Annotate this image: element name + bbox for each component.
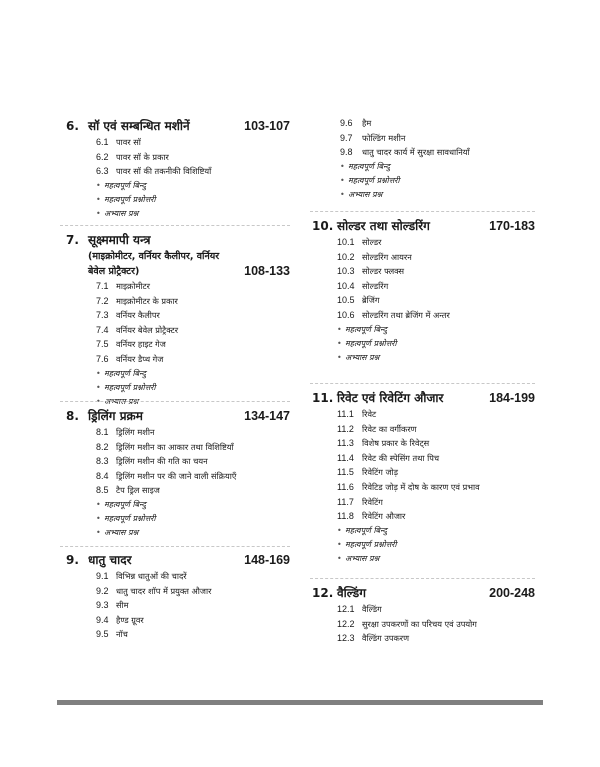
chapter-number: 9.	[66, 553, 79, 567]
chapter-number: 7.	[66, 233, 79, 247]
item-number: 8.3	[96, 456, 109, 467]
item-number: 6.1	[96, 137, 109, 147]
item-number: 8.2	[96, 441, 109, 452]
item-text: ड्रिलिंग मशीन का आकार तथा विशिष्टियाँ	[116, 441, 234, 452]
toc-item[interactable]	[60, 569, 290, 584]
bullet-dot-icon: •	[337, 525, 342, 535]
toc-item[interactable]	[60, 337, 290, 352]
toc-item[interactable]	[60, 627, 290, 642]
dashed-separator	[310, 211, 535, 212]
bullet-text: महत्वपूर्ण बिन्दु	[104, 180, 146, 190]
chapter-subtitle: (माइक्रोमीटर, वर्नियर कैलीपर, वर्नियर	[88, 251, 220, 262]
item-number: 9.5	[96, 629, 109, 640]
item-number: 11.3	[337, 438, 354, 449]
bullet-dot-icon: •	[96, 513, 101, 523]
chapter-heading[interactable]	[60, 232, 290, 249]
bullet-important-qa[interactable]	[310, 538, 535, 552]
item-text: ड्रिलिंग मशीन की गति का चयन	[116, 456, 208, 467]
toc-chapter-12	[310, 585, 535, 646]
item-text: सुरक्षा उपकरणों का परिचय एवं उपयोग	[362, 618, 477, 629]
item-text: ड्रिलिंग मशीन	[116, 427, 155, 437]
toc-item[interactable]	[60, 440, 290, 455]
bullet-dot-icon: •	[96, 396, 101, 406]
chapter-pages: 134-147	[244, 409, 290, 423]
item-number: 10.6	[337, 309, 355, 320]
item-number: 9.1	[96, 571, 109, 581]
chapter-pages: 184-199	[489, 391, 535, 405]
bullet-text: महत्वपूर्ण बिन्दु	[104, 499, 146, 509]
bullet-important-points[interactable]	[310, 524, 535, 538]
bullet-dot-icon: •	[96, 180, 101, 190]
chapter-title: वैल्डिंग	[337, 586, 366, 600]
item-number: 10.4	[337, 280, 355, 291]
chapter-number: 10.	[312, 219, 334, 233]
toc-item[interactable]	[310, 407, 535, 422]
toc-item[interactable]	[310, 308, 535, 323]
item-number: 8.1	[96, 427, 109, 437]
chapter-subtitle-row	[60, 264, 290, 279]
chapter-title: सॉ एवं सम्बन्धित मशीनें	[88, 119, 190, 133]
item-number: 9.4	[96, 614, 109, 625]
toc-chapter-9	[60, 552, 290, 642]
chapter-subtitle: बेवेल प्रोट्रैक्टर)	[88, 266, 140, 277]
chapter-pages: 148-169	[244, 553, 290, 567]
bullet-practice[interactable]	[310, 188, 535, 202]
toc-item[interactable]	[310, 235, 535, 250]
bullet-text: महत्वपूर्ण प्रश्नोत्तरी	[345, 539, 397, 549]
toc-item[interactable]	[310, 617, 535, 632]
toc-item[interactable]	[60, 483, 290, 498]
item-number: 7.5	[96, 339, 109, 350]
bullet-text: महत्वपूर्ण बिन्दु	[345, 525, 387, 535]
bullet-important-points[interactable]	[60, 367, 290, 381]
item-text: ड्रिलिंग मशीन पर की जाने वाली संक्रियाएँ	[116, 470, 237, 481]
toc-chapter-6	[60, 118, 290, 221]
item-number: 6.2	[96, 151, 109, 162]
bullet-important-points[interactable]	[60, 179, 290, 193]
chapter-number: 6.	[66, 119, 79, 133]
toc-chapter-7	[60, 232, 290, 409]
item-text: हैण्ड ग्रूवर	[116, 614, 144, 625]
toc-item[interactable]	[60, 352, 290, 367]
bullet-text: महत्वपूर्ण बिन्दु	[348, 161, 390, 171]
toc-item[interactable]	[60, 613, 290, 628]
item-text: वर्नियर डैप्थ गेज	[116, 353, 164, 364]
item-number: 7.6	[96, 353, 109, 364]
chapter-number: 11.	[312, 391, 334, 405]
item-text: माइक्रोमीटर	[116, 281, 150, 291]
toc-item[interactable]	[310, 495, 535, 510]
item-text: वैल्डिंग	[362, 604, 382, 614]
item-text: वर्नियर हाइट गेज	[116, 339, 166, 350]
chapter-pages: 108-133	[244, 264, 290, 278]
toc-item[interactable]	[60, 584, 290, 599]
item-text: पावर सॉ के प्रकार	[116, 151, 169, 162]
dashed-separator	[60, 225, 290, 226]
item-text: सोल्डर	[362, 237, 382, 247]
item-number: 9.6	[340, 118, 353, 128]
toc-item[interactable]	[310, 279, 535, 294]
item-text: रिवेटिंग औजार	[362, 511, 406, 522]
item-text: ब्रेजिंग	[362, 295, 380, 306]
chapter-title: सोल्डर तथा सोल्डरिंग	[337, 219, 430, 233]
bullet-dot-icon: •	[340, 161, 345, 171]
item-number: 8.5	[96, 485, 109, 496]
bullet-important-qa[interactable]	[310, 337, 535, 351]
toc-chapter-9-continued	[310, 116, 535, 202]
item-text: रिवेट का वर्गीकरण	[362, 423, 417, 434]
toc-item[interactable]	[310, 451, 535, 466]
toc-item[interactable]	[60, 454, 290, 469]
item-number: 9.8	[340, 147, 353, 158]
bullet-text: अभ्यास प्रश्न	[345, 352, 380, 362]
bullet-practice[interactable]	[60, 526, 290, 540]
chapter-heading[interactable]	[60, 408, 290, 425]
bullet-dot-icon: •	[340, 175, 345, 185]
footer-rule	[57, 700, 543, 705]
chapter-heading[interactable]	[60, 118, 290, 135]
item-text: पावर सॉ	[116, 137, 141, 147]
item-text: रिवेट की स्पेसिंग तथा पिच	[362, 452, 440, 463]
bullet-text: महत्वपूर्ण प्रश्नोत्तरी	[104, 382, 156, 392]
toc-item[interactable]	[310, 509, 535, 524]
chapter-title: धातु चादर	[88, 553, 132, 567]
dashed-separator	[60, 546, 290, 547]
item-text: रिवेट	[362, 409, 377, 419]
bullet-text: महत्वपूर्ण प्रश्नोत्तरी	[104, 194, 156, 204]
item-number: 11.1	[337, 409, 354, 419]
chapter-number: 8.	[66, 409, 79, 423]
toc-item[interactable]	[60, 150, 290, 165]
item-text: हैम	[362, 118, 372, 128]
bullet-dot-icon: •	[96, 382, 101, 392]
item-number: 11.6	[337, 481, 354, 492]
bullet-important-qa[interactable]	[60, 512, 290, 526]
item-text: सोल्डरिंग तथा ब्रेजिंग में अन्तर	[362, 309, 450, 320]
bullet-dot-icon: •	[337, 324, 342, 334]
item-number: 9.3	[96, 600, 109, 611]
chapter-title: सूक्ष्ममापी यन्त्र	[88, 233, 151, 247]
item-number: 11.2	[337, 423, 354, 434]
item-number: 12.3	[337, 633, 355, 644]
item-number: 7.1	[96, 281, 109, 291]
item-number: 12.2	[337, 618, 355, 629]
toc-item[interactable]	[310, 602, 535, 617]
bullet-practice[interactable]	[310, 351, 535, 365]
toc-chapter-11	[310, 390, 535, 566]
item-number: 11.4	[337, 452, 354, 463]
bullet-practice[interactable]	[310, 552, 535, 566]
item-number: 7.3	[96, 310, 109, 321]
toc-chapter-8	[60, 408, 290, 540]
item-text: धातु चादर शॉप में प्रयुक्त औजार	[116, 585, 212, 596]
chapter-pages: 103-107	[244, 119, 290, 133]
toc-item[interactable]	[60, 425, 290, 440]
bullet-text: अभ्यास प्रश्न	[348, 189, 383, 199]
dashed-separator	[310, 578, 535, 579]
toc-item[interactable]	[60, 469, 290, 484]
toc-item[interactable]	[60, 164, 290, 179]
bullet-important-points[interactable]	[310, 160, 535, 174]
toc-item[interactable]	[60, 308, 290, 323]
item-number: 11.8	[337, 511, 354, 522]
bullet-dot-icon: •	[96, 208, 101, 218]
toc-item[interactable]	[310, 145, 535, 160]
bullet-dot-icon: •	[337, 539, 342, 549]
item-number: 6.3	[96, 166, 109, 177]
bullet-dot-icon: •	[96, 499, 101, 509]
item-number: 10.5	[337, 295, 355, 306]
item-text: वर्नियर कैलीपर	[116, 310, 160, 321]
bullet-dot-icon: •	[337, 352, 342, 362]
bullet-dot-icon: •	[340, 189, 345, 199]
bullet-dot-icon: •	[96, 527, 101, 537]
chapter-heading[interactable]	[310, 585, 535, 602]
toc-item[interactable]	[310, 264, 535, 279]
chapter-pages: 170-183	[489, 219, 535, 233]
item-number: 11.7	[337, 496, 354, 507]
toc-item[interactable]	[310, 116, 535, 131]
item-text: रिवेटिड जोड़ में दोष के कारण एवं प्रभाव	[362, 481, 480, 492]
chapter-title: रिवेट एवं रिवेटिंग औजार	[337, 391, 444, 405]
bullet-text: अभ्यास प्रश्न	[104, 208, 139, 218]
item-text: सीम	[116, 600, 129, 611]
bullet-practice[interactable]	[60, 207, 290, 221]
item-number: 10.1	[337, 237, 355, 247]
bullet-text: महत्वपूर्ण बिन्दु	[345, 324, 387, 334]
bullet-text: अभ्यास प्रश्न	[104, 527, 139, 537]
toc-item[interactable]	[60, 135, 290, 150]
bullet-important-qa[interactable]	[310, 174, 535, 188]
bullet-important-points[interactable]	[310, 323, 535, 337]
bullet-text: महत्वपूर्ण बिन्दु	[104, 368, 146, 378]
item-text: नॉच	[116, 629, 128, 640]
toc-item[interactable]	[310, 422, 535, 437]
item-number: 9.2	[96, 585, 109, 596]
toc-item[interactable]	[310, 131, 535, 146]
item-text: सोल्डर फ्लक्स	[362, 266, 405, 277]
toc-item[interactable]	[310, 436, 535, 451]
item-text: विशेष प्रकार के रिवेट्स	[362, 438, 430, 449]
item-number: 8.4	[96, 470, 109, 481]
item-text: सोल्डरिंग	[362, 280, 389, 291]
item-text: टैप ड्रिल साइज	[116, 485, 160, 496]
bullet-important-points[interactable]	[60, 498, 290, 512]
chapter-number: 12.	[312, 586, 334, 600]
bullet-important-qa[interactable]	[60, 381, 290, 395]
bullet-text: महत्वपूर्ण प्रश्नोत्तरी	[345, 338, 397, 348]
bullet-text: अभ्यास प्रश्न	[345, 553, 380, 563]
toc-item[interactable]	[310, 293, 535, 308]
item-number: 11.5	[337, 467, 354, 478]
dashed-separator	[60, 401, 290, 402]
toc-item[interactable]	[310, 480, 535, 495]
item-number: 9.7	[340, 132, 353, 143]
toc-item[interactable]	[60, 323, 290, 338]
item-text: विभिन्न धातुओं की चादरें	[116, 571, 187, 581]
item-number: 12.1	[337, 604, 355, 614]
bullet-text: महत्वपूर्ण प्रश्नोत्तरी	[104, 513, 156, 523]
item-text: धातु चादर कार्य में सुरक्षा सावधानियाँ	[362, 147, 470, 158]
chapter-heading[interactable]	[310, 218, 535, 235]
bullet-text: अभ्यास प्रश्न	[104, 396, 139, 406]
bullet-dot-icon: •	[337, 338, 342, 348]
item-text: वैल्डिंग उपकरण	[362, 633, 410, 644]
chapter-heading[interactable]	[60, 552, 290, 569]
item-text: रिवेटिंग जोड़	[362, 467, 399, 478]
item-text: सोल्डरिंग आयरन	[362, 251, 412, 262]
bullet-dot-icon: •	[337, 553, 342, 563]
item-text: वर्नियर बेवेल प्रोट्रैक्टर	[116, 324, 179, 335]
toc-item[interactable]	[60, 598, 290, 613]
bullet-dot-icon: •	[96, 368, 101, 378]
item-text: फोल्डिंग मशीन	[362, 132, 406, 143]
item-text: पावर सॉ की तकनीकी विशिष्टियाँ	[116, 166, 212, 177]
item-number: 7.4	[96, 324, 109, 335]
toc-item[interactable]	[310, 250, 535, 265]
toc-item[interactable]	[310, 631, 535, 646]
chapter-heading[interactable]	[310, 390, 535, 407]
toc-chapter-10	[310, 218, 535, 365]
toc-item[interactable]	[310, 465, 535, 480]
item-number: 10.3	[337, 266, 355, 277]
bullet-important-qa[interactable]	[60, 193, 290, 207]
item-text: रिवेटिंग	[362, 496, 383, 507]
dashed-separator	[310, 383, 535, 384]
toc-item[interactable]	[60, 279, 290, 294]
item-number: 10.2	[337, 251, 355, 262]
bullet-text: महत्वपूर्ण प्रश्नोत्तरी	[348, 175, 400, 185]
bullet-dot-icon: •	[96, 194, 101, 204]
chapter-title: ड्रिलिंग प्रक्रम	[88, 409, 143, 423]
item-number: 7.2	[96, 295, 109, 306]
chapter-pages: 200-248	[489, 586, 535, 600]
item-text: माइक्रोमीटर के प्रकार	[116, 295, 178, 306]
toc-item[interactable]	[60, 294, 290, 309]
